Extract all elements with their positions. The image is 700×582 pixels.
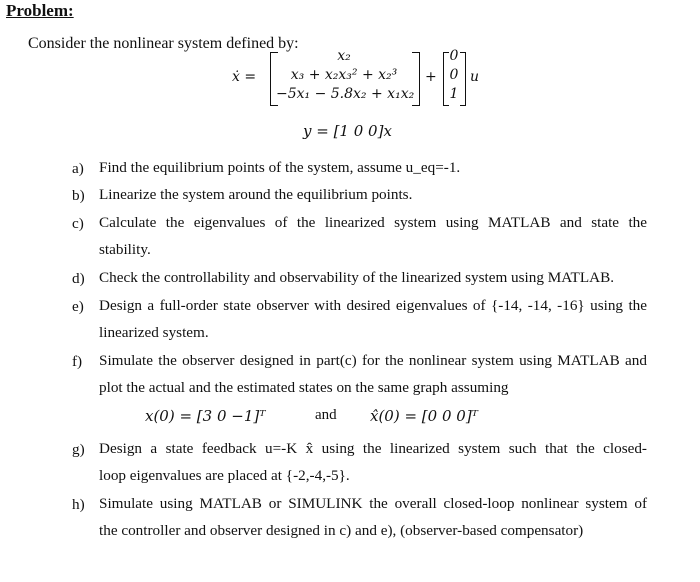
item-f-line-1: Simulate the observer designed in part(c) for the nonlinear system using MATLAB and — [99, 352, 647, 369]
item-e-line-1: Design a full-order state observer with desired eigenvalues of {-14, -14, -16} using the — [99, 297, 647, 314]
b-row-2: 0 — [449, 67, 459, 83]
output-equation: y = [1 0 0]x — [303, 122, 392, 140]
item-label-h: h) — [72, 496, 85, 513]
b-row-1: 0 — [449, 48, 459, 64]
item-label-f: f) — [72, 353, 83, 370]
intro-text: Consider the nonlinear system defined by: — [28, 35, 299, 52]
item-c-line-2: stability. — [99, 241, 151, 258]
item-label-e: e) — [72, 298, 84, 315]
f-row-3: −5x₁ − 5.8x₂ + x₁x₂ — [276, 86, 415, 102]
xhat0-condition: x̂(0) = [0 0 0]ᵀ — [370, 407, 478, 425]
item-h-line-2: the controller and observer designed in c) and e), (observer-based compensator) — [99, 522, 584, 539]
item-g-line-1: Design a state feedback u=-K x̂ using the linearized system such that the closed- — [99, 440, 647, 457]
item-g-line-2: loop eigenvalues are placed at {-2,-4,-5}. — [99, 467, 350, 484]
and-text: and — [315, 407, 337, 423]
b-right-bracket — [460, 52, 466, 106]
b-row-3: 1 — [449, 86, 459, 102]
item-label-a: a) — [72, 160, 84, 177]
x0-condition: x(0) = [3 0 −1]ᵀ — [145, 407, 266, 425]
state-eq-lhs: ẋ = — [232, 69, 257, 85]
item-b-line-1: Linearize the system around the equilibrium points. — [99, 186, 413, 203]
item-f-line-2: plot the actual and the estimated states on the same graph assuming — [99, 379, 509, 396]
item-a-line-1: Find the equilibrium points of the system, assume u_eq=-1. — [99, 159, 461, 176]
f-row-2: x₃ + x₂x₃² + x₂³ — [290, 67, 398, 83]
input-u: u — [470, 69, 480, 85]
item-c-line-1: Calculate the eigenvalues of the linearized system using MATLAB and state the — [99, 214, 647, 231]
item-label-b: b) — [72, 187, 85, 204]
item-h-line-1: Simulate using MATLAB or SIMULINK the overall closed-loop nonlinear system of — [99, 495, 647, 512]
item-e-line-2: linearized system. — [99, 324, 209, 341]
plus-sign: + — [425, 69, 437, 85]
matrix-right-bracket — [412, 52, 420, 106]
item-label-g: g) — [72, 441, 85, 458]
item-label-d: d) — [72, 270, 85, 287]
item-label-c: c) — [72, 215, 84, 232]
problem-title: Problem: — [6, 1, 74, 20]
f-row-1: x₂ — [337, 48, 351, 64]
item-d-line-1: Check the controllability and observability of the linearized system using MATLAB. — [99, 269, 615, 286]
